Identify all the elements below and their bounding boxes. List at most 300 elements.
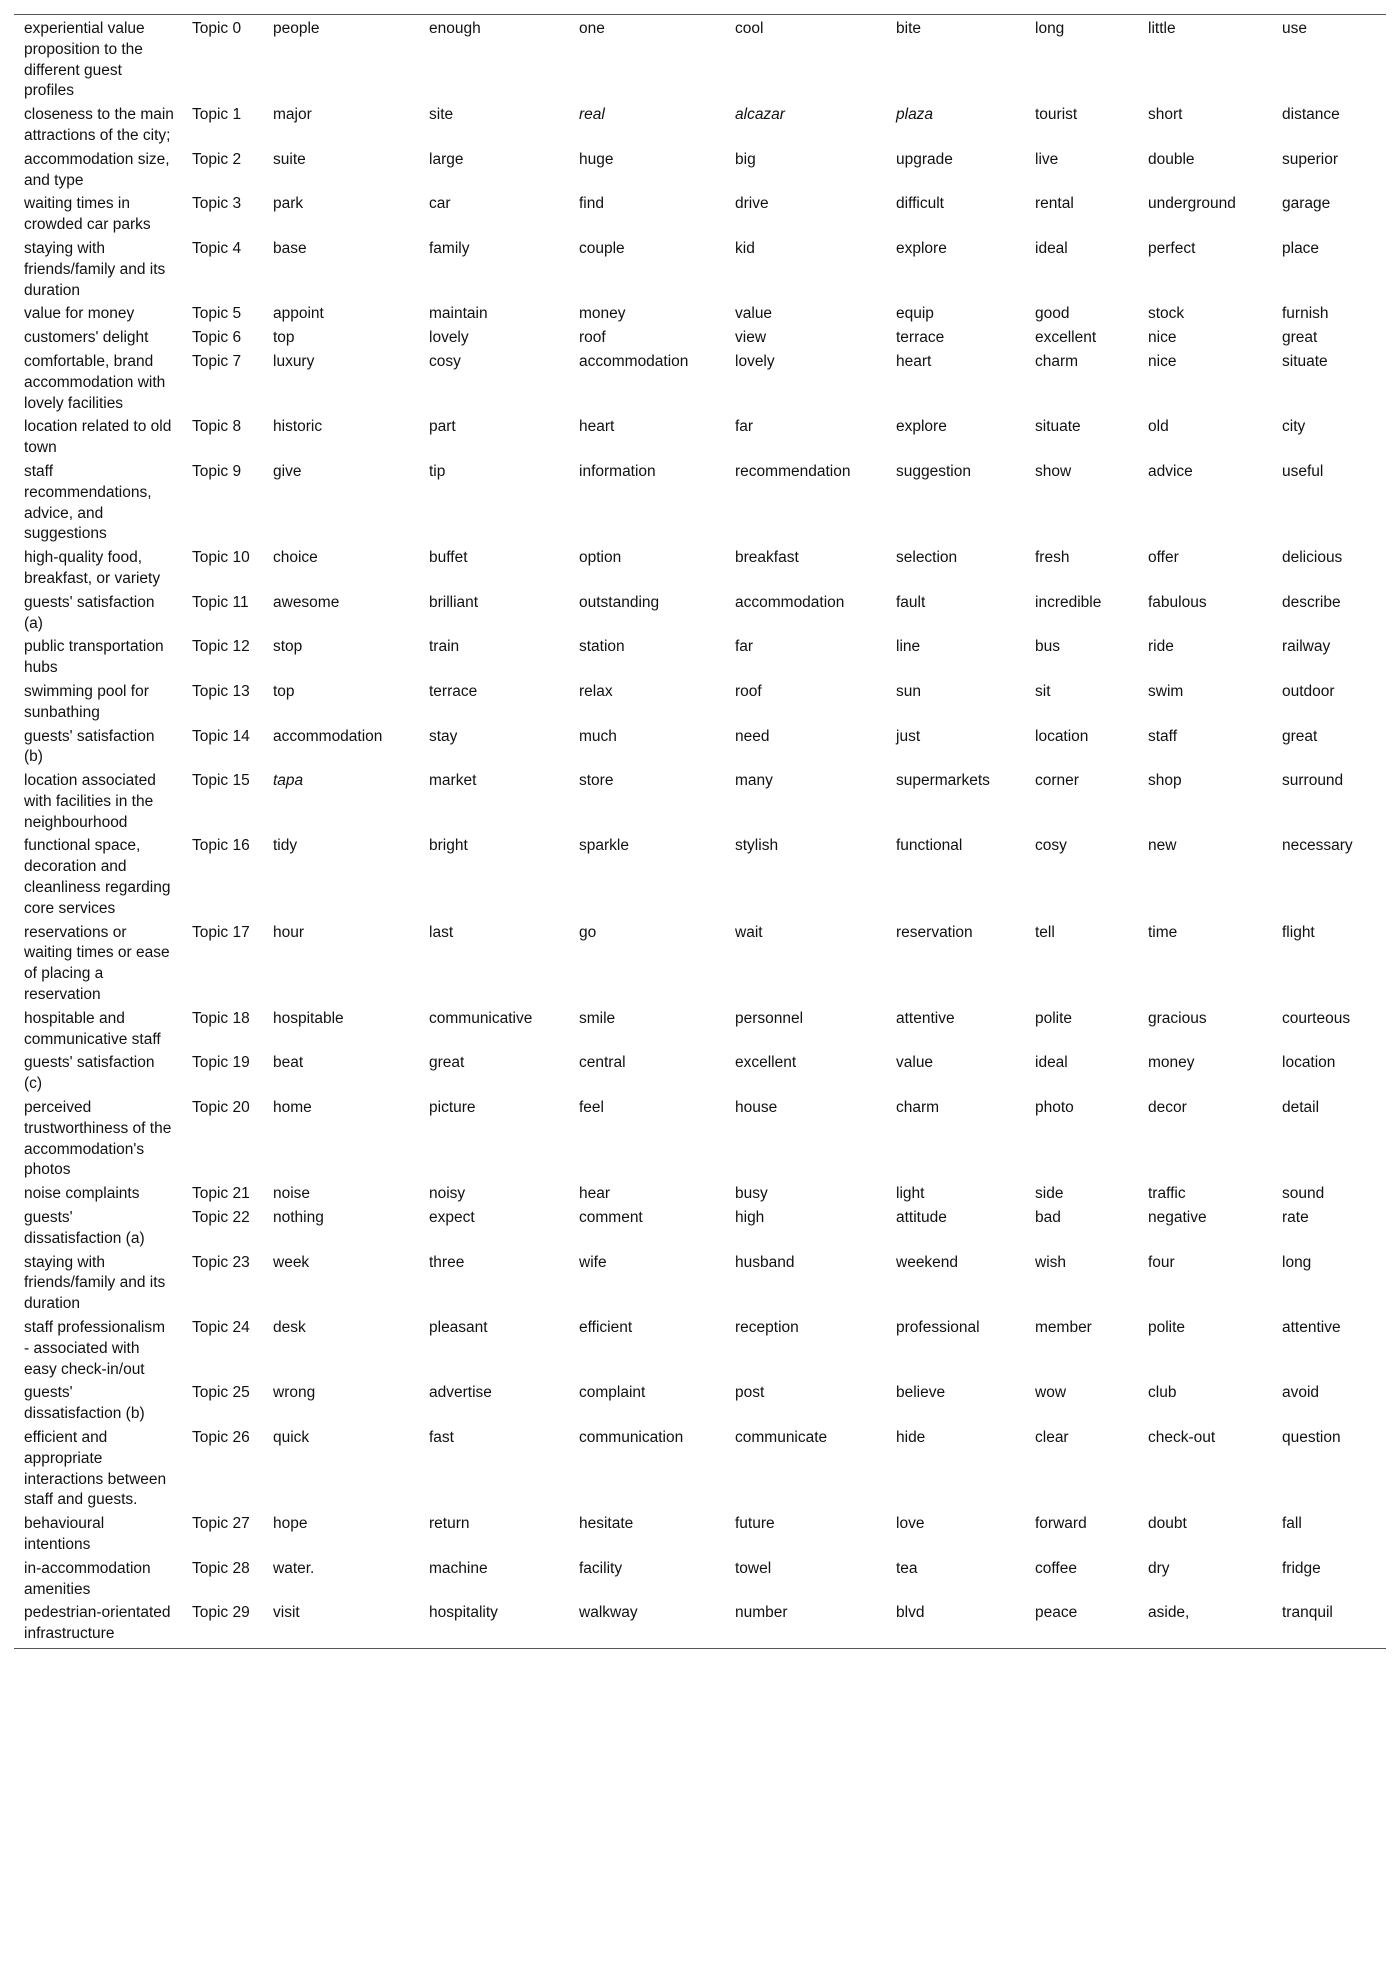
topic-keyword: situate: [1282, 352, 1328, 370]
topic-label: Topic 12: [192, 638, 250, 656]
table-row: [14, 1206, 1386, 1251]
topic-label: Topic 7: [192, 352, 242, 370]
topic-keyword: appoint: [273, 305, 324, 323]
topic-description: guests' satisfaction (c): [24, 1054, 155, 1093]
table-row: [14, 302, 1386, 326]
topic-keyword: many: [735, 772, 773, 790]
topic-keyword: feel: [579, 1099, 604, 1117]
topic-keyword: home: [273, 1099, 312, 1117]
topic-keyword: surround: [1282, 772, 1344, 790]
topic-description: location related to old town: [24, 418, 172, 457]
topic-keyword: suggestion: [896, 462, 971, 480]
topic-keyword: use: [1282, 20, 1307, 37]
topic-keyword: place: [1282, 239, 1320, 257]
topic-keyword: part: [429, 418, 456, 436]
topic-keyword: money: [1148, 1054, 1195, 1072]
topic-keyword: towel: [735, 1559, 772, 1577]
topic-keyword: car: [429, 195, 451, 213]
topic-keyword: good: [1035, 305, 1070, 323]
topic-keyword: advertise: [429, 1384, 492, 1402]
topic-keyword: distance: [1282, 106, 1340, 124]
topic-keyword: view: [735, 329, 767, 347]
topic-keyword: hospitality: [429, 1604, 498, 1622]
topic-keyword: tourist: [1035, 106, 1078, 124]
topic-keyword: professional: [896, 1319, 980, 1337]
topic-keyword: tea: [896, 1559, 918, 1577]
topic-keyword: supermarkets: [896, 772, 990, 790]
topic-label: Topic 25: [192, 1384, 250, 1402]
topic-keyword: fabulous: [1148, 593, 1207, 611]
topic-keyword: husband: [735, 1253, 795, 1271]
table-row: [14, 1381, 1386, 1426]
topic-keyword: top: [273, 329, 295, 347]
topic-keyword: old: [1148, 418, 1169, 436]
topic-keyword: hear: [579, 1185, 611, 1203]
topic-keyword: stylish: [735, 837, 779, 855]
topic-keyword: drive: [735, 195, 769, 213]
topic-keyword: furnish: [1282, 305, 1329, 323]
topic-keyword: far: [735, 638, 754, 656]
topic-keyword: four: [1148, 1253, 1175, 1271]
topic-label: Topic 5: [192, 305, 242, 323]
topic-keyword: park: [273, 195, 304, 213]
topic-label: Topic 2: [192, 150, 242, 168]
topic-keyword: equip: [896, 305, 934, 323]
topic-keyword: doubt: [1148, 1515, 1187, 1533]
topic-label: Topic 13: [192, 682, 250, 700]
topic-label: Topic 6: [192, 329, 242, 347]
topic-keyword: kid: [735, 239, 755, 257]
table-row: [14, 350, 1386, 415]
topic-keyword: forward: [1035, 1515, 1087, 1533]
topic-keyword: check-out: [1148, 1429, 1216, 1446]
topic-keyword: noisy: [429, 1185, 466, 1203]
topic-keyword: pleasant: [429, 1319, 488, 1337]
table-row: [14, 460, 1386, 546]
topic-keyword: question: [1282, 1429, 1341, 1446]
table-row: [14, 1051, 1386, 1096]
topic-keyword: maintain: [429, 305, 488, 323]
topic-keyword: site: [429, 106, 454, 124]
table-row: [14, 680, 1386, 725]
topic-keyword: return: [429, 1515, 470, 1533]
topic-keyword: nothing: [273, 1209, 324, 1227]
table-row: [14, 635, 1386, 680]
topic-keyword: plaza: [896, 106, 934, 124]
topic-label: Topic 28: [192, 1559, 250, 1577]
table-row: [14, 1251, 1386, 1316]
topic-keyword: staff: [1148, 727, 1178, 745]
topic-keyword: fault: [896, 593, 926, 611]
topic-description: staying with friends/family and its duration: [24, 239, 166, 299]
topic-keyword: corner: [1035, 772, 1079, 790]
topic-description: functional space, decoration and cleanliness regarding core services: [24, 837, 171, 917]
topic-keyword: high: [735, 1209, 765, 1227]
topic-keyword: underground: [1148, 195, 1236, 213]
topic-keyword: rental: [1035, 195, 1074, 213]
topic-label: Topic 15: [192, 772, 250, 790]
topic-keyword: alcazar: [735, 106, 785, 124]
topic-keyword: clear: [1035, 1429, 1069, 1446]
topic-keyword: ride: [1148, 638, 1174, 656]
topic-keyword: great: [1282, 329, 1318, 347]
topic-keyword: picture: [429, 1099, 476, 1117]
topic-keyword: visit: [273, 1604, 300, 1622]
table-row: [14, 1316, 1386, 1381]
topic-keyword: family: [429, 239, 470, 257]
topic-keyword: water.: [273, 1559, 315, 1577]
topic-description: location associated with facilities in the neighbourhood: [24, 772, 156, 831]
topic-keyword: give: [273, 462, 302, 480]
topic-keyword: swim: [1148, 682, 1184, 700]
topic-description: closeness to the main attractions of the city;: [24, 106, 174, 144]
topic-keyword: live: [1035, 150, 1059, 168]
topic-keyword: traffic: [1148, 1185, 1186, 1203]
topic-keyword: expect: [429, 1209, 475, 1227]
topic-keyword: market: [429, 772, 477, 790]
topic-keyword: tranquil: [1282, 1604, 1333, 1622]
topic-keyword: great: [1282, 727, 1318, 745]
topic-description: hospitable and communicative staff: [24, 1009, 161, 1048]
topic-keyword: rate: [1282, 1209, 1309, 1227]
topic-keyword: avoid: [1282, 1384, 1320, 1402]
topic-keyword: busy: [735, 1185, 768, 1203]
topic-keyword: value: [735, 305, 773, 323]
topic-description: reservations or waiting times or ease of placing a reservation: [24, 923, 170, 1004]
topic-keyword: charm: [896, 1099, 940, 1117]
topic-keyword: bite: [896, 20, 921, 37]
topic-keyword: reception: [735, 1319, 799, 1337]
topic-keyword: cosy: [1035, 837, 1067, 855]
topic-label: Topic 4: [192, 239, 242, 257]
table-row: [14, 415, 1386, 460]
topic-keyword: believe: [896, 1384, 946, 1402]
topic-keyword: fresh: [1035, 549, 1070, 567]
topic-keyword: line: [896, 638, 921, 656]
table-row: [14, 1007, 1386, 1052]
topic-keyword: perfect: [1148, 239, 1196, 257]
topic-keyword: terrace: [429, 682, 478, 700]
topic-keyword: post: [735, 1384, 765, 1402]
topic-keyword: railway: [1282, 638, 1331, 656]
topic-keyword: excellent: [1035, 329, 1097, 347]
topic-keyword: number: [735, 1604, 788, 1622]
topic-keyword: tapa: [273, 772, 304, 790]
topic-keyword: suite: [273, 150, 306, 168]
topic-keyword: week: [273, 1253, 310, 1271]
topic-keyword: dry: [1148, 1559, 1170, 1577]
table-row: [14, 326, 1386, 350]
topic-keyword: communicate: [735, 1429, 828, 1446]
table-row: [14, 1557, 1386, 1602]
topic-description: high-quality food, breakfast, or variety: [24, 549, 161, 587]
topic-keyword: functional: [896, 837, 963, 855]
topic-keyword: double: [1148, 150, 1195, 168]
topic-keyword: advice: [1148, 462, 1193, 480]
topic-keyword: little: [1148, 20, 1176, 37]
topic-keyword: store: [579, 772, 614, 790]
topic-keyword: brilliant: [429, 593, 479, 611]
topic-keyword: necessary: [1282, 837, 1353, 855]
table-row: [14, 103, 1386, 148]
topic-label: Topic 19: [192, 1054, 250, 1072]
topic-keyword: top: [273, 682, 295, 700]
table-row: [14, 834, 1386, 920]
topic-label: Topic 9: [192, 462, 242, 480]
topic-label: Topic 29: [192, 1604, 250, 1622]
topic-keyword: gracious: [1148, 1009, 1207, 1027]
topic-keyword: photo: [1035, 1099, 1074, 1117]
topic-label: Topic 8: [192, 418, 242, 436]
topic-keyword: cool: [735, 20, 764, 37]
topic-description: staying with friends/family and its duration: [24, 1253, 166, 1313]
topic-keyword: stay: [429, 727, 458, 745]
topic-keyword: hide: [896, 1429, 926, 1446]
topic-keyword: useful: [1282, 462, 1324, 480]
topic-keyword: station: [579, 638, 625, 656]
topic-keyword: smile: [579, 1009, 616, 1027]
topic-description: waiting times in crowded car parks: [24, 195, 151, 234]
topic-keyword: city: [1282, 418, 1306, 436]
topic-keyword: side: [1035, 1185, 1064, 1203]
topic-keyword: excellent: [735, 1054, 797, 1072]
topic-keyword: detail: [1282, 1099, 1320, 1117]
topic-keyword: flight: [1282, 923, 1315, 941]
topic-keyword: coffee: [1035, 1559, 1077, 1577]
topic-keyword: much: [579, 727, 617, 745]
topic-keyword: difficult: [896, 195, 944, 213]
topic-keyword: ideal: [1035, 1054, 1068, 1072]
topic-keyword: tip: [429, 462, 446, 480]
topic-description: accommodation size, and type: [24, 150, 170, 189]
topic-label: Topic 20: [192, 1099, 250, 1117]
topic-label: Topic 18: [192, 1009, 250, 1027]
topic-keyword: choice: [273, 549, 318, 567]
table-row: [14, 15, 1386, 104]
topic-keyword: efficient: [579, 1319, 633, 1337]
topic-label: Topic 24: [192, 1319, 250, 1337]
topic-keyword: incredible: [1035, 593, 1102, 611]
topic-label: Topic 27: [192, 1515, 250, 1533]
topic-keyword: short: [1148, 106, 1183, 124]
topic-keyword: polite: [1035, 1009, 1073, 1027]
topic-keyword: machine: [429, 1559, 488, 1577]
topic-keyword: club: [1148, 1384, 1177, 1402]
topic-keyword: stock: [1148, 305, 1185, 323]
topic-keyword: base: [273, 239, 307, 257]
topic-description: efficient and appropriate interactions between staff and guests.: [24, 1429, 167, 1509]
topic-keyword: situate: [1035, 418, 1081, 436]
topic-keyword: wish: [1035, 1253, 1067, 1271]
topic-keyword: bus: [1035, 638, 1060, 656]
table-row: [14, 237, 1386, 302]
topic-keyword: heart: [579, 418, 615, 436]
topic-label: Topic 14: [192, 727, 250, 745]
topic-keyword: luxury: [273, 352, 315, 370]
topic-label: Topic 10: [192, 549, 250, 567]
topic-keyword: recommendation: [735, 462, 851, 480]
topic-keyword: hour: [273, 923, 305, 941]
topic-keyword: peace: [1035, 1604, 1078, 1622]
topic-keyword: communication: [579, 1429, 684, 1446]
topic-description: customers' delight: [24, 329, 149, 347]
topic-keyword: future: [735, 1515, 775, 1533]
topic-keyword: ideal: [1035, 239, 1068, 257]
topic-keyword: communicative: [429, 1009, 533, 1027]
table-row: [14, 1512, 1386, 1557]
topic-keyword: attitude: [896, 1209, 947, 1227]
topic-keyword: quick: [273, 1429, 310, 1446]
topic-keyword: terrace: [896, 329, 945, 347]
topic-description: noise complaints: [24, 1185, 140, 1203]
topic-keyword: long: [1282, 1253, 1312, 1271]
topic-label: Topic 11: [192, 593, 249, 611]
topic-keyword: breakfast: [735, 549, 799, 567]
topic-keyword: great: [429, 1054, 465, 1072]
table-row: [14, 192, 1386, 237]
topic-keyword: offer: [1148, 549, 1179, 567]
table-row: [14, 769, 1386, 834]
topic-keyword: complaint: [579, 1384, 646, 1402]
topic-keyword: explore: [896, 239, 947, 257]
topic-keyword: decor: [1148, 1099, 1187, 1117]
topic-keyword: desk: [273, 1319, 306, 1337]
topic-description: guests' dissatisfaction (b): [24, 1384, 145, 1423]
topic-keyword: outdoor: [1282, 682, 1335, 700]
topic-keyword: accommodation: [273, 727, 383, 745]
topic-keyword: cosy: [429, 352, 461, 370]
topic-keyword: outstanding: [579, 593, 660, 611]
table-row: [14, 1426, 1386, 1512]
topic-label: Topic 17: [192, 923, 250, 941]
topic-keyword: charm: [1035, 352, 1079, 370]
topic-keyword: wait: [735, 923, 763, 941]
table-row: [14, 921, 1386, 1007]
topic-keyword: noise: [273, 1185, 311, 1203]
topic-label: Topic 1: [192, 106, 242, 124]
topic-keyword: just: [896, 727, 921, 745]
topic-keyword: polite: [1148, 1319, 1186, 1337]
topic-keyword: large: [429, 150, 464, 168]
topic-keyword: awesome: [273, 593, 340, 611]
table-row: [14, 1096, 1386, 1182]
topic-keyword: fall: [1282, 1515, 1302, 1533]
topic-keyword: one: [579, 20, 605, 37]
topic-keyword: stop: [273, 638, 303, 656]
topic-description: perceived trustworthiness of the accommodation's photos: [24, 1099, 172, 1179]
topic-keyword: delicious: [1282, 549, 1343, 567]
topic-keyword: location: [1282, 1054, 1336, 1072]
topic-keyword: fridge: [1282, 1559, 1321, 1577]
table-body: [14, 15, 1386, 1649]
topic-keyword: attentive: [1282, 1319, 1341, 1337]
topic-keyword: reservation: [896, 923, 973, 941]
topic-keyword: long: [1035, 20, 1065, 37]
topic-keyword: historic: [273, 418, 323, 436]
topic-keyword: hesitate: [579, 1515, 634, 1533]
topic-keyword: new: [1148, 837, 1177, 855]
topic-keyword: explore: [896, 418, 947, 436]
topic-keyword: tell: [1035, 923, 1055, 941]
topic-keyword: time: [1148, 923, 1178, 941]
topic-keyword: member: [1035, 1319, 1092, 1337]
topic-keyword: facility: [579, 1559, 623, 1577]
topic-keyword: sit: [1035, 682, 1051, 700]
topic-keyword: comment: [579, 1209, 643, 1227]
table-row: [14, 1182, 1386, 1206]
topic-keyword: enough: [429, 20, 481, 37]
topic-keyword: shop: [1148, 772, 1182, 790]
topic-description: comfortable, brand accommodation with lovely facilities: [24, 352, 166, 412]
topic-keyword: fast: [429, 1429, 454, 1446]
topic-keyword: bad: [1035, 1209, 1061, 1227]
topic-keyword: upgrade: [896, 150, 953, 168]
topic-keyword: love: [896, 1515, 925, 1533]
topic-keyword: hospitable: [273, 1009, 344, 1027]
topic-keyword: weekend: [896, 1253, 959, 1271]
table-row: [14, 148, 1386, 193]
topic-keyword: real: [579, 106, 605, 124]
topic-keyword: value: [896, 1054, 934, 1072]
topic-keyword: sun: [896, 682, 921, 700]
topic-keyword: light: [896, 1185, 925, 1203]
topic-keyword: need: [735, 727, 770, 745]
topic-description: swimming pool for sunbathing: [24, 682, 149, 721]
topic-keyword: aside,: [1148, 1604, 1190, 1622]
topic-keyword: money: [579, 305, 626, 323]
topic-description: in-accommodation amenities: [24, 1559, 151, 1598]
topic-description: guests' satisfaction (b): [24, 727, 155, 766]
topic-keyword: three: [429, 1253, 465, 1271]
topic-keyword: far: [735, 418, 754, 436]
topic-keyword: couple: [579, 239, 625, 257]
topic-table-container: [14, 14, 1386, 1649]
topic-keyword: show: [1035, 462, 1072, 480]
topic-description: public transportation hubs: [24, 638, 164, 677]
topic-description: pedestrian-orientated infrastructure: [24, 1604, 171, 1643]
topic-description: value for money: [24, 305, 135, 323]
topic-description: guests' dissatisfaction (a): [24, 1209, 145, 1247]
table-row: [14, 725, 1386, 770]
topic-label: Topic 23: [192, 1253, 250, 1271]
topic-label: Topic 26: [192, 1429, 250, 1446]
topic-keyword: hope: [273, 1515, 308, 1533]
topic-keyword: last: [429, 923, 454, 941]
topic-keyword: buffet: [429, 549, 468, 567]
topic-keyword: roof: [579, 329, 606, 347]
topic-keyword: negative: [1148, 1209, 1207, 1227]
topic-keyword: lovely: [429, 329, 469, 347]
topic-description: guests' satisfaction (a): [24, 593, 155, 632]
topic-keyword: location: [1035, 727, 1089, 745]
topic-keyword: accommodation: [735, 593, 845, 611]
topic-keyword: beat: [273, 1054, 304, 1072]
topic-keyword: relax: [579, 682, 613, 700]
topic-keyword: bright: [429, 837, 468, 855]
topic-keyword: wrong: [273, 1384, 316, 1402]
topic-description: staff recommendations, advice, and suggestions: [24, 462, 152, 543]
topic-label: Topic 22: [192, 1209, 250, 1227]
topic-keyword: huge: [579, 150, 614, 168]
topic-description: experiential value proposition to the different guest profiles: [24, 20, 145, 100]
table-row: [14, 546, 1386, 591]
topic-keyword: information: [579, 462, 656, 480]
topic-label: Topic 16: [192, 837, 250, 855]
topic-keyword: big: [735, 150, 756, 168]
topic-keyword: personnel: [735, 1009, 804, 1027]
topic-keyword: nice: [1148, 329, 1177, 347]
topic-keyword: sparkle: [579, 837, 629, 855]
